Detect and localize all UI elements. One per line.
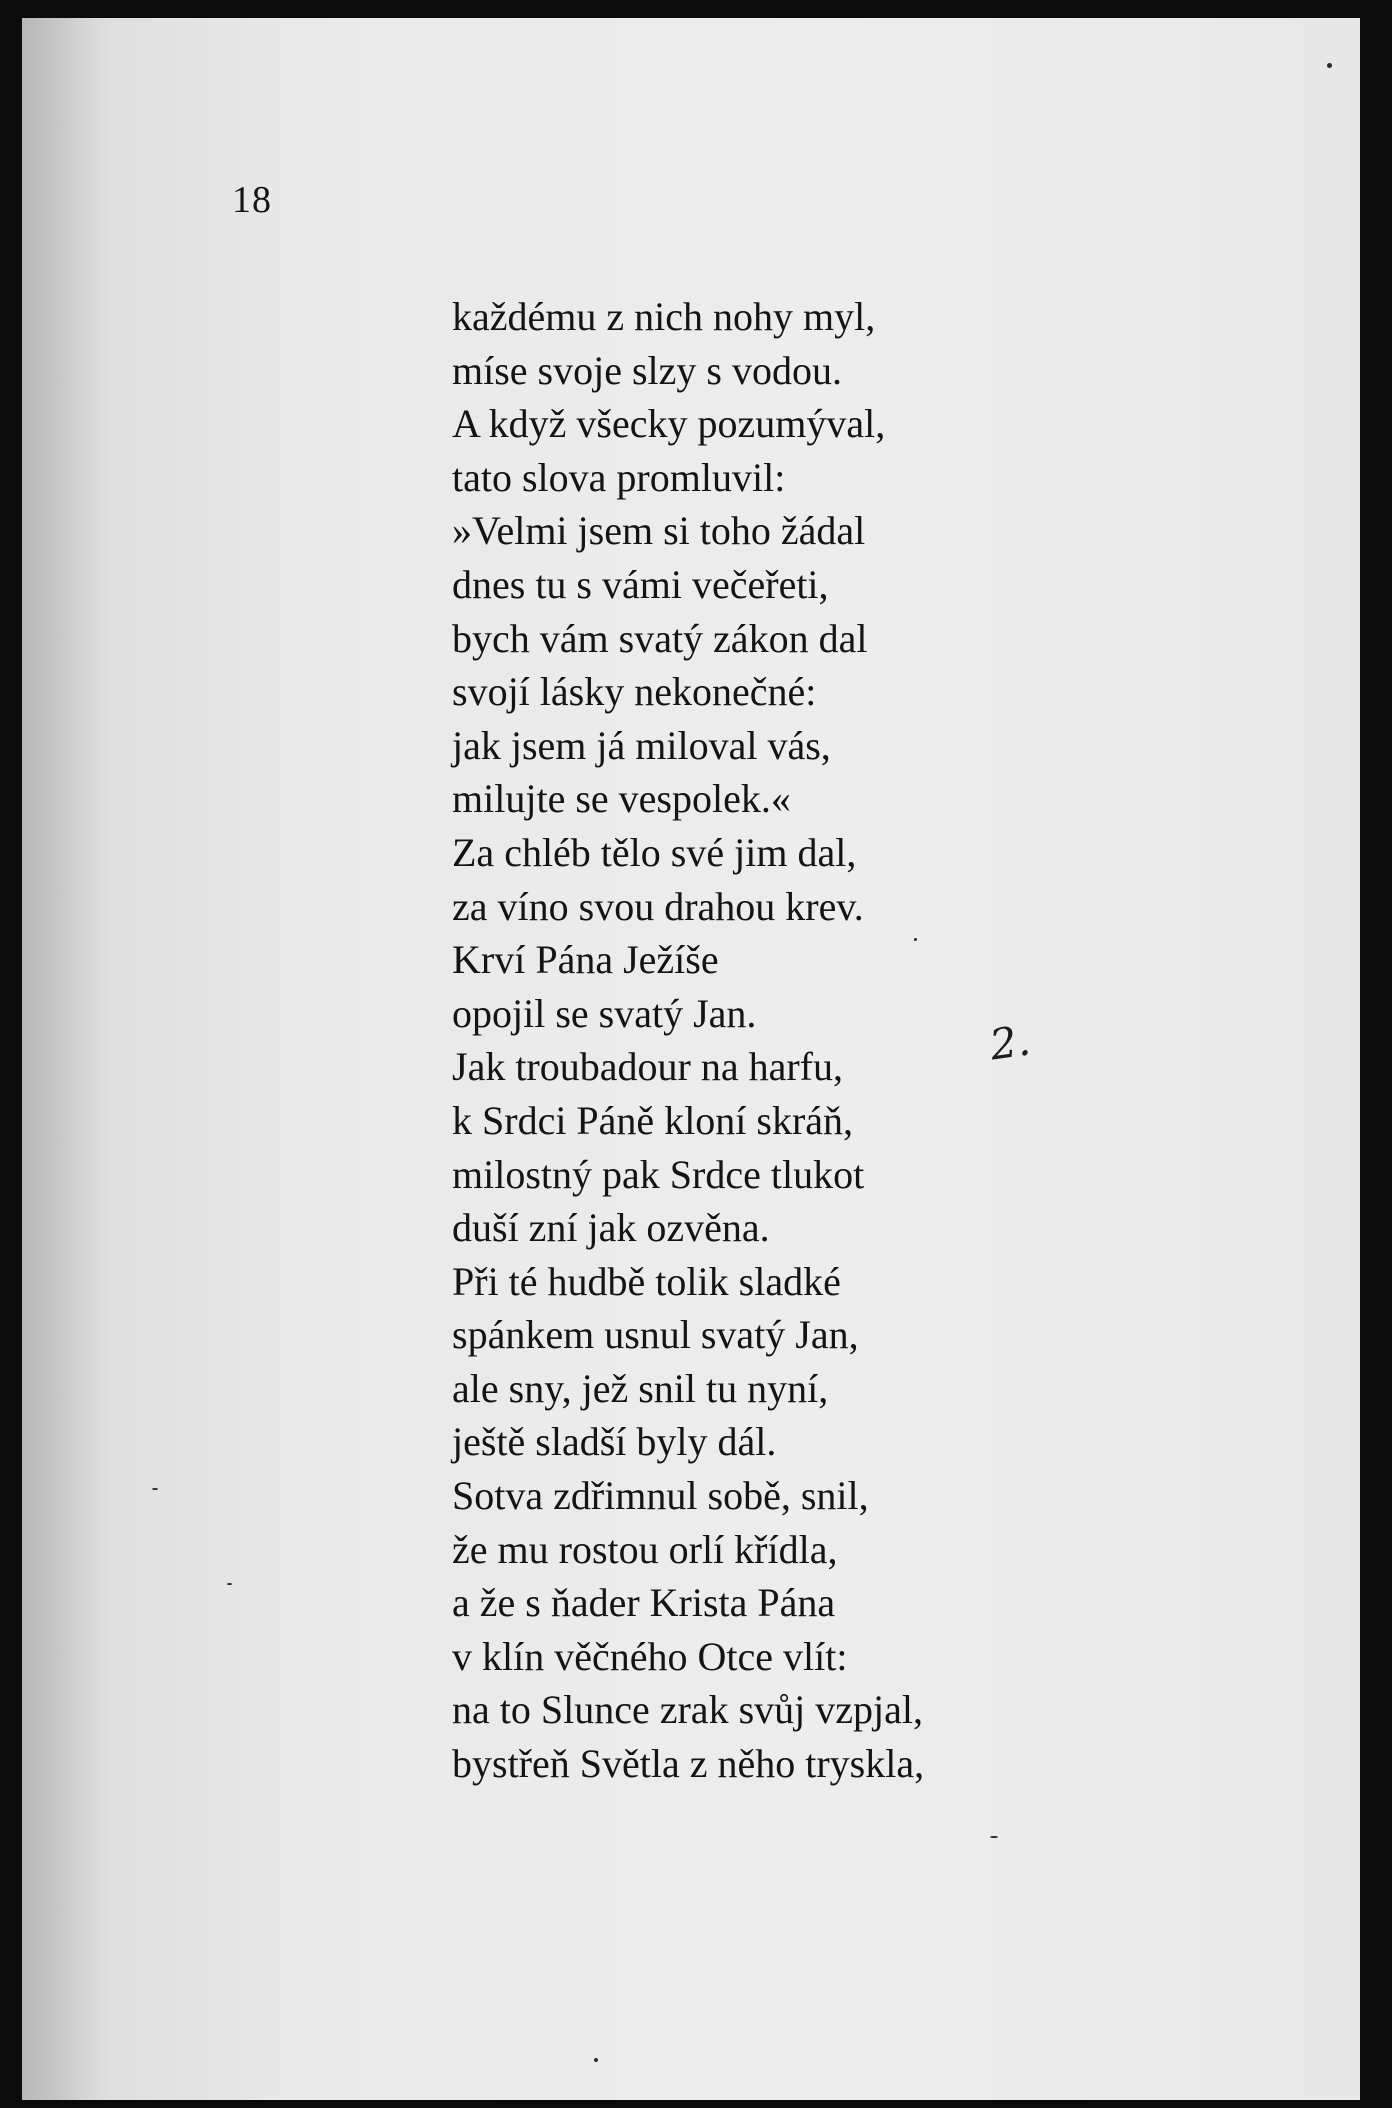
ink-speck: [594, 2058, 598, 2062]
poem-line: svojí lásky nekonečné:: [452, 669, 817, 715]
poem-line: ještě sladší byly dál.: [452, 1419, 777, 1465]
poem-line: opojil se svatý Jan.: [452, 990, 757, 1036]
poem-line: tato slova promluvil:: [452, 454, 786, 500]
poem-text: [452, 290, 924, 1791]
poem-line: k Srdci Páně kloní skráň,: [452, 1097, 854, 1143]
ink-speck: [1327, 63, 1332, 68]
page-number: 18: [232, 179, 272, 221]
poem-line: duší zní jak ozvěna.: [452, 1205, 770, 1251]
ink-speck: [914, 938, 917, 941]
poem-line: A když všecky pozumýval,: [452, 401, 886, 447]
poem-line: »Velmi jsem si toho žádal: [452, 508, 866, 554]
poem-line: že mu rostou orlí křídla,: [452, 1526, 838, 1572]
poem-line: milostný pak Srdce tlukot: [452, 1151, 865, 1197]
poem-line: Sotva zdřimnul sobě, snil,: [452, 1473, 869, 1519]
poem-line: Za chléb tělo své jim dal,: [452, 829, 857, 875]
page-edge-shadow: [22, 18, 112, 2100]
handwritten-margin-note: 2.: [986, 1015, 1034, 1070]
poem-line: za víno svou drahou krev.: [452, 883, 864, 929]
poem-line: bystřeň Světla z něho tryskla,: [452, 1741, 925, 1787]
poem-line: na to Slunce zrak svůj vzpjal,: [452, 1687, 923, 1733]
book-page: [22, 18, 1360, 2100]
poem-line: dnes tu s vámi večeřeti,: [452, 561, 829, 607]
ink-speck: [152, 1488, 158, 1490]
poem-line: Jak troubadour na harfu,: [452, 1044, 843, 1090]
poem-line: spánkem usnul svatý Jan,: [452, 1312, 859, 1358]
poem-line: každému z nich nohy myl,: [452, 294, 876, 339]
poem-line: míse svoje slzy s vodou.: [452, 347, 842, 393]
poem-line: a že s ňader Krista Pána: [452, 1580, 836, 1626]
ink-speck: [227, 1583, 232, 1585]
poem-line: bych vám svatý zákon dal: [452, 615, 868, 661]
poem-line: milujte se vespolek.«: [452, 776, 791, 822]
ink-speck: [990, 1836, 998, 1838]
poem-line: Krví Pána Ježíše: [452, 937, 719, 983]
poem-line: jak jsem já miloval vás,: [452, 722, 831, 768]
poem-line: Při té hudbě tolik sladké: [452, 1258, 841, 1304]
poem-line: ale sny, jež snil tu nyní,: [452, 1365, 829, 1411]
poem-line: v klín věčného Otce vlít:: [452, 1633, 848, 1679]
